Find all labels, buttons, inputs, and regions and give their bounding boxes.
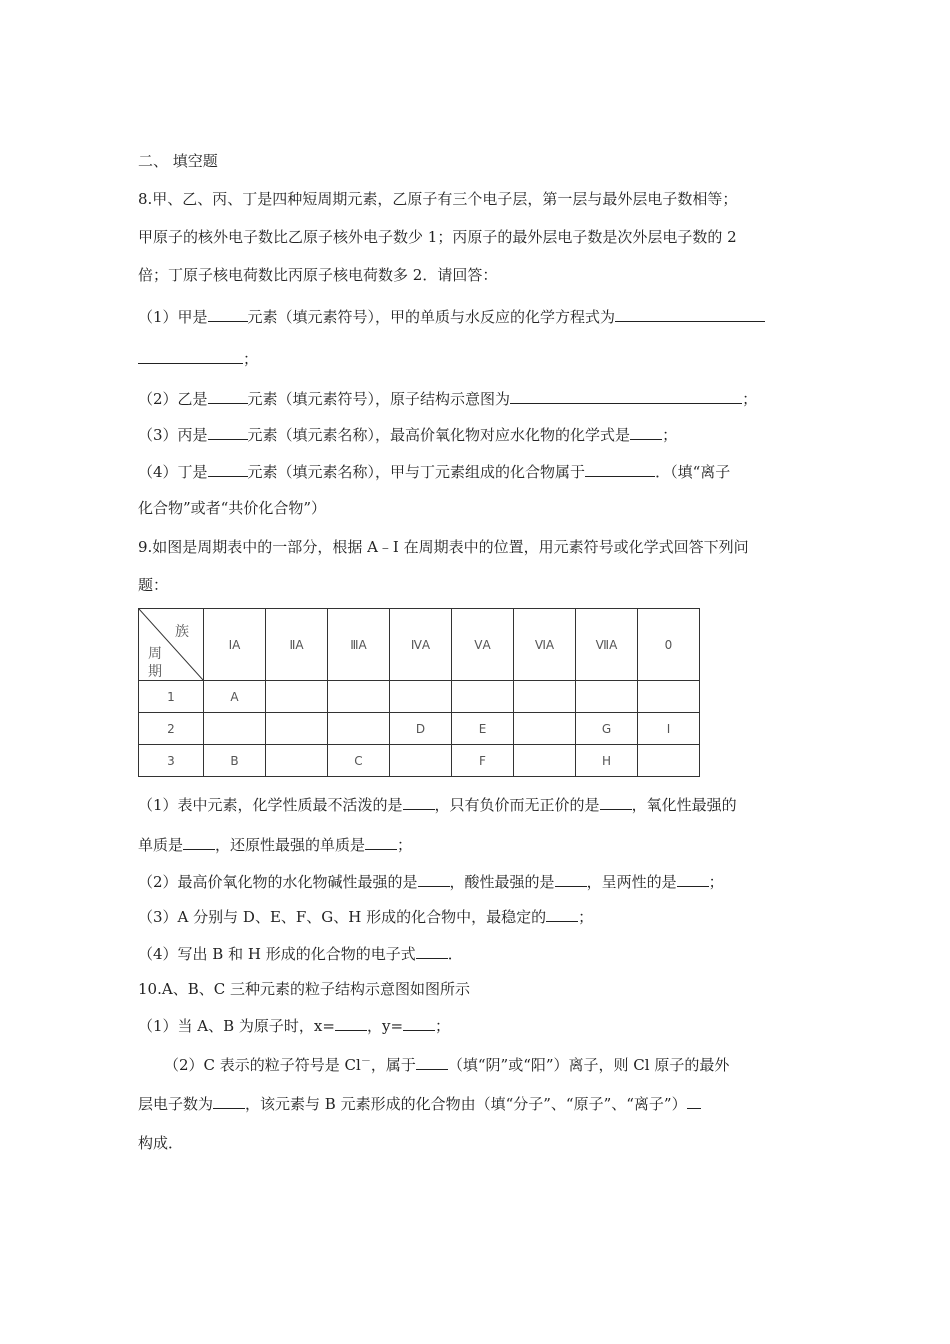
element-cell bbox=[638, 681, 700, 713]
q8-p3-blank-name[interactable] bbox=[208, 424, 248, 440]
element-cell: G bbox=[576, 713, 638, 745]
q9-p1-blank-3[interactable] bbox=[183, 834, 215, 850]
q9-p2-text-b: ，酸性最强的是 bbox=[449, 873, 555, 891]
group-header: ⅤA bbox=[452, 609, 514, 681]
q9-part-2 bbox=[138, 871, 724, 892]
element-cell bbox=[514, 713, 576, 745]
element-cell: A bbox=[204, 681, 266, 713]
element-cell bbox=[514, 681, 576, 713]
q8-p2-blank-diagram[interactable] bbox=[510, 388, 742, 404]
table-header-row bbox=[139, 609, 700, 681]
q10-p1-text-a: （1）当 A、B 为原子时，x= bbox=[138, 1017, 335, 1035]
q8-p1-blank-symbol[interactable] bbox=[208, 306, 248, 322]
q8-part-3 bbox=[138, 424, 677, 445]
element-cell bbox=[514, 745, 576, 777]
element-cell bbox=[266, 681, 328, 713]
q10-p2-text-e: ，该元素与 B 元素形成的化合物由（填“分子”、“原子”、“离子”） bbox=[245, 1095, 687, 1113]
q8-p2-text-c: ； bbox=[742, 390, 758, 408]
q9-p1-text-d: 单质是 bbox=[138, 836, 184, 854]
q9-part-1 bbox=[138, 794, 737, 815]
element-cell: D bbox=[390, 713, 452, 745]
group-header: ⅦA bbox=[576, 609, 638, 681]
q8-p4-text-b: 元素（填元素名称），甲与丁元素组成的化合物属于 bbox=[247, 463, 586, 481]
table-row bbox=[139, 713, 700, 745]
section-title: 二、 填空题 bbox=[138, 152, 218, 170]
q8-p4-blank-type[interactable] bbox=[585, 461, 655, 477]
q8-p1-text-c: ； bbox=[243, 350, 259, 368]
element-cell: I bbox=[638, 713, 700, 745]
q10-p2-blank-ion[interactable] bbox=[416, 1054, 448, 1070]
table-row bbox=[139, 745, 700, 777]
q9-p1-blank-4[interactable] bbox=[365, 834, 397, 850]
q8-p3-text-b: 元素（填元素名称），最高价氧化物对应水化物的化学式是 bbox=[247, 426, 631, 444]
q8-p1-text-a: （1）甲是 bbox=[138, 308, 208, 326]
q10-p1-blank-y[interactable] bbox=[403, 1015, 435, 1031]
q9-part-3 bbox=[138, 906, 593, 927]
q8-line-2: 甲原子的核外电子数比乙原子核外电子数少 1；丙原子的最外层电子数是次外层电子数的 2 bbox=[138, 228, 737, 246]
q9-p4-text-b: ． bbox=[447, 945, 463, 963]
q9-p3-text-b: ； bbox=[578, 908, 594, 926]
element-cell bbox=[638, 745, 700, 777]
element-cell bbox=[390, 681, 452, 713]
element-cell: B bbox=[204, 745, 266, 777]
period-cell: 2 bbox=[139, 713, 204, 745]
period-cell: 1 bbox=[139, 681, 204, 713]
corner-period-label: 周期 bbox=[148, 646, 162, 680]
q8-p1-blank-equation-cont[interactable] bbox=[138, 348, 243, 364]
group-header: ⅥA bbox=[514, 609, 576, 681]
q8-line-1: 8.甲、乙、丙、丁是四种短周期元素，乙原子有三个电子层，第一层与最外层电子数相等； bbox=[138, 190, 738, 208]
element-cell bbox=[390, 745, 452, 777]
element-cell bbox=[266, 713, 328, 745]
q9-p2-text-a: （2）最高价氧化物的水化物碱性最强的是 bbox=[138, 873, 418, 891]
q9-p1-text-a: （1）表中元素，化学性质最不活泼的是 bbox=[138, 796, 403, 814]
period-cell: 3 bbox=[139, 745, 204, 777]
group-header: ⅡA bbox=[266, 609, 328, 681]
q10-line-1: 10.A、B、C 三种元素的粒子结构示意图如图所示 bbox=[138, 980, 470, 998]
group-header: 0 bbox=[638, 609, 700, 681]
element-cell bbox=[328, 681, 390, 713]
q10-p2-text-c: （填“阴”或“阳”）离子，则 Cl 原子的最外 bbox=[447, 1056, 730, 1074]
element-cell: F bbox=[452, 745, 514, 777]
q8-p3-blank-formula[interactable] bbox=[630, 424, 662, 440]
q10-p2-text-a: （2）C 表示的粒子符号是 Cl bbox=[164, 1056, 361, 1074]
q9-p4-text-a: （4）写出 B 和 H 形成的化合物的电子式 bbox=[138, 945, 416, 963]
q9-part-4 bbox=[138, 943, 463, 964]
q9-p1-blank-2[interactable] bbox=[600, 794, 632, 810]
periodic-table bbox=[138, 608, 700, 777]
q10-p2-blank-particle[interactable] bbox=[687, 1093, 701, 1109]
q8-p1-blank-equation[interactable] bbox=[615, 306, 765, 322]
q9-p2-text-c: ，呈两性的是 bbox=[586, 873, 677, 891]
q8-p3-text-a: （3）丙是 bbox=[138, 426, 208, 444]
group-header: ⅠA bbox=[204, 609, 266, 681]
q10-part-2-cont bbox=[138, 1093, 701, 1114]
q10-part-2 bbox=[164, 1052, 729, 1075]
q9-p2-blank-1[interactable] bbox=[418, 871, 450, 887]
table-corner-cell bbox=[139, 609, 204, 681]
q9-p2-blank-3[interactable] bbox=[677, 871, 709, 887]
q9-p4-blank[interactable] bbox=[416, 943, 448, 959]
q8-p3-text-c: ； bbox=[662, 426, 678, 444]
q8-p2-blank-symbol[interactable] bbox=[208, 388, 248, 404]
q8-p4-text-a: （4）丁是 bbox=[138, 463, 208, 481]
element-cell bbox=[576, 681, 638, 713]
q10-p1-text-b: ，y= bbox=[366, 1017, 404, 1035]
q10-p2-blank-electrons[interactable] bbox=[213, 1093, 245, 1109]
q8-p1-text-b: 元素（填元素符号），甲的单质与水反应的化学方程式为 bbox=[247, 308, 616, 326]
q8-p2-text-a: （2）乙是 bbox=[138, 390, 208, 408]
q10-p2-text-b: ，属于 bbox=[370, 1056, 416, 1074]
element-cell: E bbox=[452, 713, 514, 745]
q8-line-3: 倍；丁原子核电荷数比丙原子核电荷数多 2．请回答： bbox=[138, 266, 498, 284]
q9-p1-text-c: ，氧化性最强的 bbox=[631, 796, 737, 814]
q8-part-2 bbox=[138, 388, 757, 409]
group-header: ⅢA bbox=[328, 609, 390, 681]
q10-p1-text-c: ； bbox=[435, 1017, 451, 1035]
q8-part-4-cont: 化合物”或者“共价化合物”） bbox=[138, 499, 327, 517]
q8-part-1 bbox=[138, 306, 765, 327]
q10-p2-text-d: 层电子数为 bbox=[138, 1095, 214, 1113]
q10-p1-blank-x[interactable] bbox=[335, 1015, 367, 1031]
q9-p1-text-e: ，还原性最强的单质是 bbox=[215, 836, 366, 854]
q8-p4-blank-name[interactable] bbox=[208, 461, 248, 477]
q9-part-1-cont bbox=[138, 834, 412, 855]
group-header: ⅣA bbox=[390, 609, 452, 681]
q9-p1-text-f: ； bbox=[397, 836, 413, 854]
q8-part-4 bbox=[138, 461, 730, 482]
q9-p3-text-a: （3）A 分别与 D、E、F、G、H 形成的化合物中，最稳定的 bbox=[138, 908, 547, 926]
table-row bbox=[139, 681, 700, 713]
q9-p2-text-d: ； bbox=[708, 873, 724, 891]
q9-line-2: 题： bbox=[138, 576, 169, 594]
q8-part-1-cont bbox=[138, 348, 258, 369]
element-cell: C bbox=[328, 745, 390, 777]
q8-p4-text-c: ．（填“离子 bbox=[655, 463, 731, 481]
element-cell bbox=[204, 713, 266, 745]
q10-part-1 bbox=[138, 1015, 450, 1036]
q9-line-1: 9.如图是周期表中的一部分，根据 A﹣I 在周期表中的位置，用元素符号或化学式回答下列问 bbox=[138, 538, 749, 556]
q9-p1-blank-1[interactable] bbox=[403, 794, 435, 810]
element-cell bbox=[452, 681, 514, 713]
q9-p3-blank[interactable] bbox=[546, 906, 578, 922]
q8-p2-text-b: 元素（填元素符号），原子结构示意图为 bbox=[247, 390, 511, 408]
q10-part-2-end: 构成． bbox=[138, 1134, 184, 1152]
q9-p2-blank-2[interactable] bbox=[555, 871, 587, 887]
q9-p1-text-b: ，只有负价而无正价的是 bbox=[434, 796, 600, 814]
corner-group-label: 族 bbox=[175, 624, 189, 640]
element-cell: H bbox=[576, 745, 638, 777]
q10-p2-superscript: － bbox=[360, 1056, 371, 1067]
element-cell bbox=[328, 713, 390, 745]
element-cell bbox=[266, 745, 328, 777]
